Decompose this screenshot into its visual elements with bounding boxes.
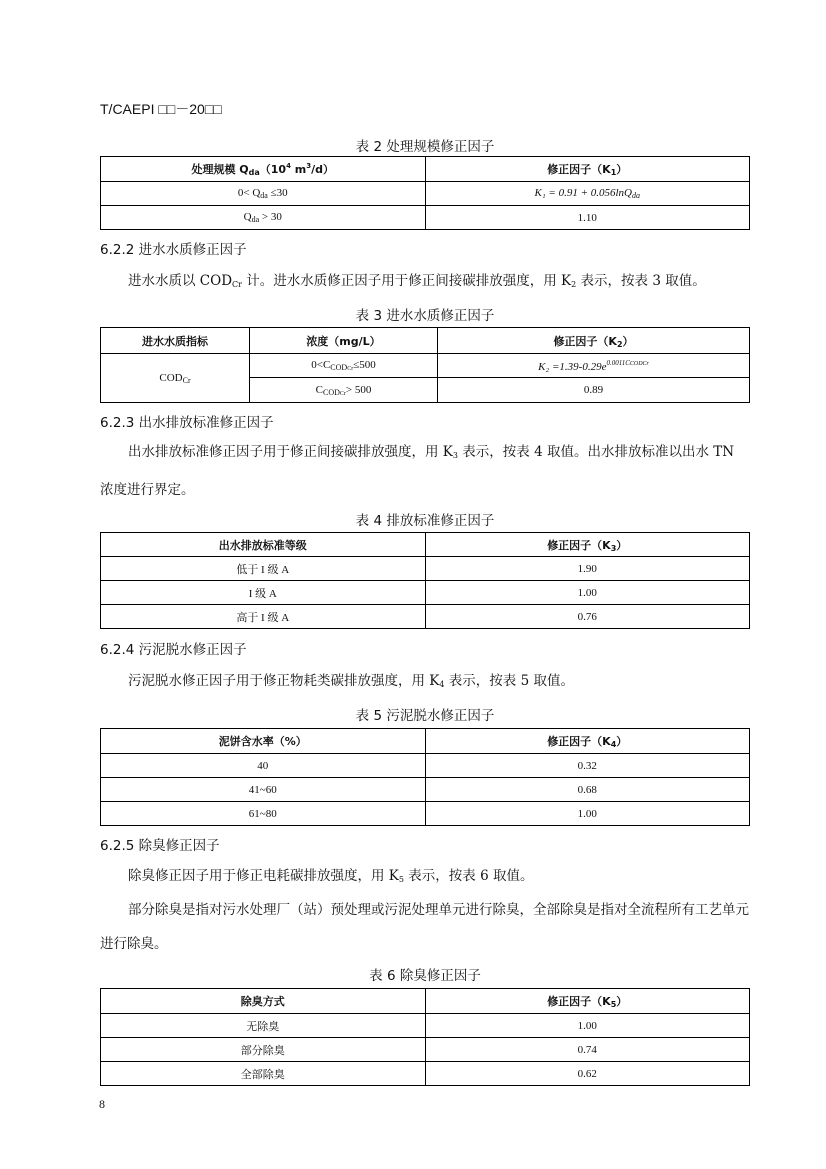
table4-caption: 表 4 排放标准修正因子 [355,513,495,529]
table2-cell: $0< Q_{da} \le 30$ [101,182,426,206]
table-row [101,754,750,778]
table4-cell: 1.90 [425,557,750,581]
table6 [100,988,750,1086]
table3-cell: $0<C_{CODCr}\le 500$ [250,354,438,378]
table5-cell: 0.68 [425,778,750,802]
table3-caption: 表 3 进水水质修正因子 [355,308,495,324]
table5 [100,728,750,826]
table6-cell: 全部除臭 [101,1062,426,1086]
table-row [101,1014,750,1038]
table2 [100,156,750,230]
table4-cell: 高于 I 级 A [101,605,426,629]
table3-formula: $K_2 =1.39-0.29e^{0.0011CCODCr}$ [438,354,750,378]
table-row [101,354,750,378]
table3-index-cell: $COD_{Cr}$ [101,354,250,403]
table4-cell: 低于 I 级 A [101,557,426,581]
table2-cell: $Q_{da} > 30$ [101,206,426,230]
table-row [101,182,750,206]
table-row [101,206,750,230]
standard-code: T/CAEPI □□－20□□ [100,101,222,117]
paragraph-622: 进水水质以 $COD_{Cr}$ 计。进水水质修正因子用于修正间接碳排放强度，用 $K_2$ 表示，按表 3 取值。 [128,273,706,289]
table6-cell: 0.62 [425,1062,750,1086]
table4 [100,532,750,629]
section-heading-625: 6.2.5 除臭修正因子 [100,838,220,854]
table3-col2-header: 浓度（mg/L） [250,328,438,354]
table-row [101,557,750,581]
table6-cell: 0.74 [425,1038,750,1062]
section-heading-624: 6.2.4 污泥脱水修正因子 [100,642,247,658]
paragraph-625-b: 部分除臭是指对污水处理厂（站）预处理或污泥处理单元进行除臭，全部除臭是指对全流程所有工艺单元进行除臭。 [100,902,749,952]
table4-cell: I 级 A [101,581,426,605]
table-row [101,778,750,802]
table5-cell: 0.32 [425,754,750,778]
table5-col1-header: 泥饼含水率（%） [101,729,426,754]
table5-cell: 1.00 [425,802,750,826]
table2-formula: K₁ = 0.91 + 0.056lnQ$_{da}$ [425,182,750,206]
table5-cell: 41~60 [101,778,426,802]
section-heading-623: 6.2.3 出水排放标准修正因子 [100,415,274,431]
table6-col1-header: 除臭方式 [101,989,426,1014]
table6-caption: 表 6 除臭修正因子 [369,968,481,984]
table6-cell: 部分除臭 [101,1038,426,1062]
table5-cell: 40 [101,754,426,778]
table6-cell: 1.00 [425,1014,750,1038]
table2-caption: 表 2 处理规模修正因子 [355,139,495,155]
table2-col2-header: 修正因子$(K_1)$ [425,157,750,182]
table2-cell: 1.10 [425,206,750,230]
table6-col2-header: 修正因子$(K_5)$ [425,989,750,1014]
table2-col1-header: 处理规模 $Q_{da}(10^4$ $m^3/d$） [101,157,426,182]
table-row [101,1062,750,1086]
table3 [100,327,750,403]
table3-col3-header: 修正因子$(K_2)$ [438,328,750,354]
paragraph-623: 出水排放标准修正因子用于修正间接碳排放强度，用 $K_3$ 表示，按表 4 取值。出水排放标准以出水 TN 浓度进行界定。 [100,444,735,498]
table-row [101,802,750,826]
table6-cell: 无除臭 [101,1014,426,1038]
table4-cell: 1.00 [425,581,750,605]
table-row [101,605,750,629]
table4-col1-header: 出水排放标准等级 [101,533,426,557]
table5-caption: 表 5 污泥脱水修正因子 [355,708,495,724]
table5-col2-header: 修正因子$(K_4)$ [425,729,750,754]
table3-cell: $C_{CODCr}> 500$ [250,378,438,403]
table4-cell: 0.76 [425,605,750,629]
table5-cell: 61~80 [101,802,426,826]
table3-col1-header: 进水水质指标 [101,328,250,354]
table-row [101,1038,750,1062]
table3-cell: 0.89 [438,378,750,403]
section-heading-622: 6.2.2 进水水质修正因子 [100,242,247,258]
paragraph-625-a: 除臭修正因子用于修正电耗碳排放强度，用 $K_5$ 表示，按表 6 取值。 [128,868,534,884]
page-number: 8 [99,1097,105,1111]
table-row [101,581,750,605]
table4-col2-header: 修正因子$(K_3)$ [425,533,750,557]
paragraph-624: 污泥脱水修正因子用于修正物耗类碳排放强度，用 $K_4$ 表示，按表 5 取值。 [128,673,574,689]
